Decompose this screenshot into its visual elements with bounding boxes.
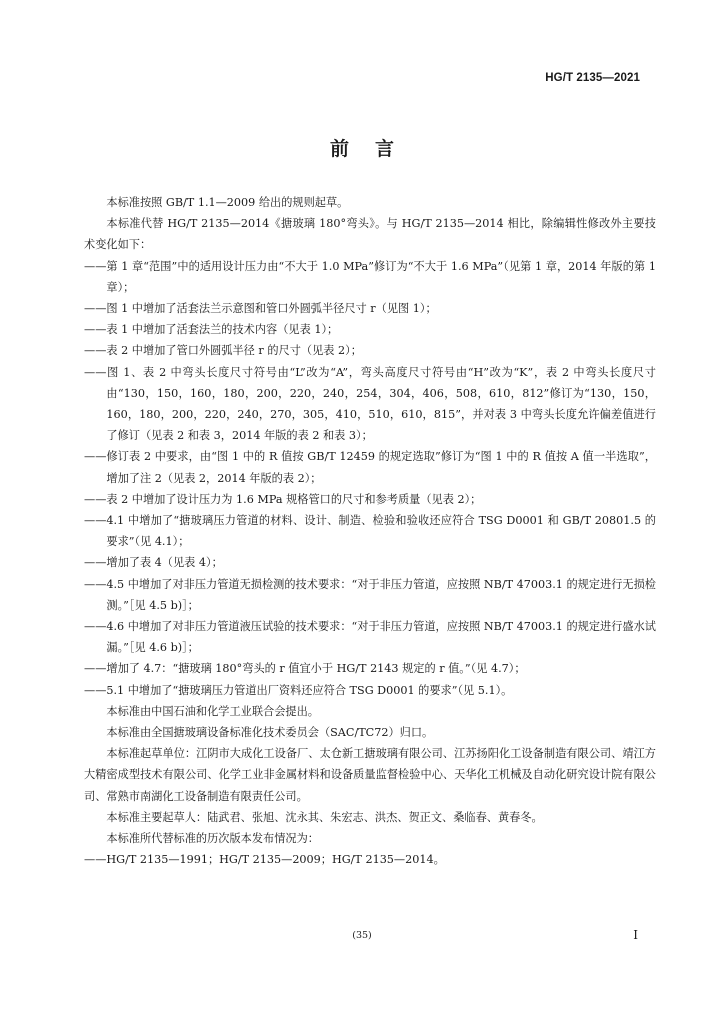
change-item-10: ——4.5 中增加了对非压力管道无损检测的技术要求：“对于非压力管道，应按照 NB/T 47003.1 的规定进行无损检测。”［见 4.5 b)］； <box>84 577 656 612</box>
change-item-13: ——5.1 中增加了“搪玻璃压力管道出厂资料还应符合 TSG D0001 的要求”（见 5.1）。 <box>84 683 513 697</box>
change-item-2: ——图 1 中增加了活套法兰示意图和管口外圆弧半径尺寸 r（见图 1）； <box>84 302 437 316</box>
change-item-9: ——增加了表 4（见表 4）； <box>84 556 223 570</box>
change-item-1: ——第 1 章“范围”中的适用设计压力由“不大于 1.0 MPa”修订为“不大于 1.6 MPa”（见第 1 章，2014 年版的第 1 章）； <box>84 259 656 294</box>
change-item-11: ——4.6 中增加了对非压力管道液压试验的技术要求：“对于非压力管道，应按照 NB/T 47003.1 的规定进行盛水试漏。”［见 4.6 b)］； <box>84 620 656 655</box>
paragraph-drafters: 本标准主要起草人：陆武君、张旭、沈永其、朱宏志、洪杰、贺正文、桑临春、黄春冬。 <box>106 810 543 824</box>
change-item-8: ——4.1 中增加了“搪玻璃压力管道的材料、设计、制造、检验和验收还应符合 TSG D0001 和 GB/T 20801.5 的要求”（见 4.1）； <box>84 514 656 549</box>
paragraph-under-jurisdiction: 本标准由全国搪玻璃设备标准化技术委员会（SAC/TC72）归口。 <box>106 726 434 740</box>
change-item-5: ——图 1、表 2 中弯头长度尺寸符号由“L”改为“A”，弯头高度尺寸符号由“H”改为“K”，表 2 中弯头长度尺寸由“130，150，160，180，200，220，240，254，304，406，508，610，812”修订为“130，150，160，180，200，220，240，270，305，410，510，610，815”，并对表 3 中弯头长度允许偏差值进行了修订（见表 2 和表 3，2014 年版的表 2 和表 3）； <box>84 365 656 443</box>
foreword-body <box>84 192 656 871</box>
page-number: (35) <box>352 930 372 941</box>
page-title: 前言 <box>329 138 420 160</box>
change-item-3: ——表 1 中增加了活套法兰的技术内容（见表 1）； <box>84 323 339 337</box>
history-item: ——HG/T 2135—1991；HG/T 2135—2009；HG/T 2135—2014。 <box>84 853 445 867</box>
paragraph-history-intro: 本标准所代替标准的历次版本发布情况为： <box>106 832 319 846</box>
paragraph-drafting-organizations: 本标准起草单位：江阴市大成化工设备厂、太仓新工搪玻璃有限公司、江苏扬阳化工设备制造有限公司、靖江方大精密成型技术有限公司、化学工业非金属材料和设备质量监督检验中心、天华化工机械及自动化研究设计院有限公司、常熟市南湖化工设备制造有限责任公司。 <box>84 747 656 803</box>
change-item-4: ——表 2 中增加了管口外圆弧半径 r 的尺寸（见表 2）； <box>84 344 362 358</box>
paragraph-drafting-rule: 本标准按照 GB/T 1.1—2009 给出的规则起草。 <box>106 196 349 209</box>
paragraph-proposed-by: 本标准由中国石油和化学工业联合会提出。 <box>106 704 319 718</box>
standard-code: HG/T 2135—2021 <box>545 72 640 84</box>
roman-page-number: I <box>633 928 638 942</box>
paragraph-replaces: 本标准代替 HG/T 2135—2014《搪玻璃 180°弯头》。与 HG/T 2135—2014 相比，除编辑性修改外主要技术变化如下： <box>84 217 656 252</box>
change-item-6: ——修订表 2 中要求，由“图 1 中的 R 值按 GB/T 12459 的规定选取”修订为“图 1 中的 R 值按 A 值一半选取”，增加了注 2（见表 2，2014 年版的表 2）； <box>84 450 656 485</box>
change-item-12: ——增加了 4.7：“搪玻璃 180°弯头的 r 值宜小于 HG/T 2143 规定的 r 值。”（见 4.7）； <box>84 662 526 676</box>
change-item-7: ——表 2 中增加了设计压力为 1.6 MPa 规格管口的尺寸和参考质量（见表 2）； <box>84 492 482 506</box>
